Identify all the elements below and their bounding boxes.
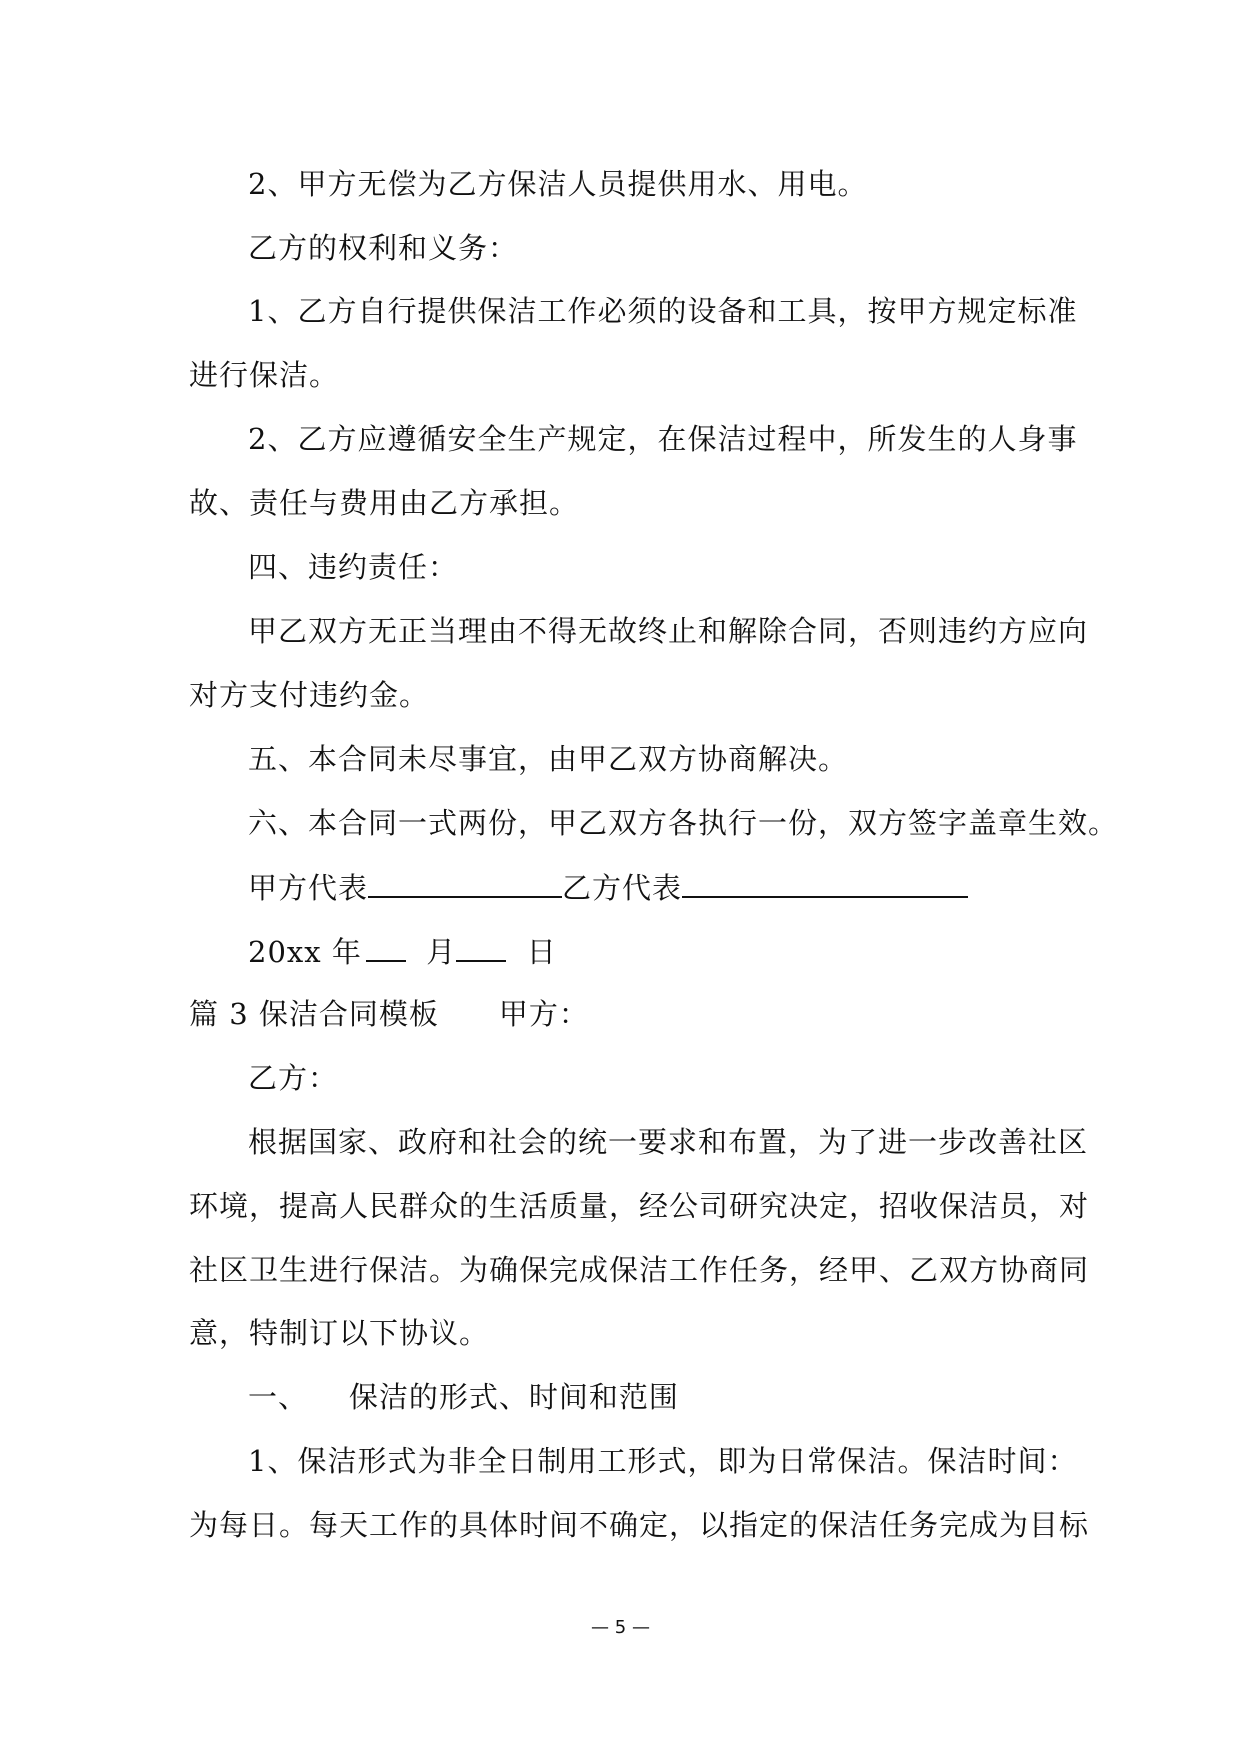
section3-party-b: 乙方：	[248, 1061, 339, 1095]
page-number: — 5 —	[591, 1617, 650, 1638]
party-b-rep-label: 乙方代表	[562, 871, 683, 905]
paragraph-line: 环境，提高人民群众的生活质量，经公司研究决定，招收保洁员，对	[189, 1189, 1090, 1223]
paragraph-line: 甲乙双方无正当理由不得无故终止和解除合同，否则违约方应向	[248, 614, 1089, 648]
section3-heading: 篇 3 保洁合同模板	[189, 997, 439, 1031]
paragraph-line: 六、本合同一式两份，甲乙双方各执行一份，双方签字盖章生效。	[248, 806, 1119, 840]
month-blank-before	[366, 930, 406, 962]
day-blank-before	[456, 930, 506, 962]
party-a-signature-blank	[368, 866, 562, 898]
paragraph-line: 对方支付违约金。	[189, 678, 430, 712]
party-a-rep-label: 甲方代表	[248, 871, 369, 905]
date-year: 20xx 年	[248, 935, 362, 969]
paragraph-line: 乙方的权利和义务：	[248, 231, 519, 265]
paragraph-line: 故、责任与费用由乙方承担。	[189, 486, 580, 520]
party-b-signature-blank	[682, 866, 968, 898]
paragraph-line: 进行保洁。	[189, 358, 340, 392]
paragraph-line: 2、甲方无偿为乙方保洁人员提供用水、用电。	[248, 167, 868, 201]
date-month: 月	[426, 935, 457, 969]
section3-party-a: 甲方：	[498, 997, 589, 1031]
section-heading-line: 一、 保洁的形式、时间和范围	[248, 1380, 679, 1414]
paragraph-line: 2、乙方应遵循安全生产规定，在保洁过程中，所发生的人身事	[248, 422, 1078, 456]
signature-line	[248, 866, 968, 908]
paragraph-line: 根据国家、政府和社会的统一要求和布置，为了进一步改善社区	[248, 1125, 1089, 1159]
date-day: 日	[526, 935, 557, 969]
paragraph-line: 社区卫生进行保洁。为确保完成保洁工作任务，经甲、乙双方协商同	[189, 1253, 1090, 1287]
paragraph-line: 意，特制订以下协议。	[189, 1316, 490, 1350]
paragraph-line: 1、保洁形式为非全日制用工形式，即为日常保洁。保洁时间：	[248, 1444, 1078, 1478]
paragraph-line: 四、违约责任：	[248, 550, 459, 584]
paragraph-line: 1、乙方自行提供保洁工作必须的设备和工具，按甲方规定标准	[248, 294, 1078, 328]
section3-heading-line	[189, 994, 589, 1034]
paragraph-line: 五、本合同未尽事宜，由甲乙双方协商解决。	[248, 742, 849, 776]
date-line	[248, 930, 557, 972]
paragraph-line: 为每日。每天工作的具体时间不确定，以指定的保洁任务完成为目标	[189, 1508, 1090, 1542]
